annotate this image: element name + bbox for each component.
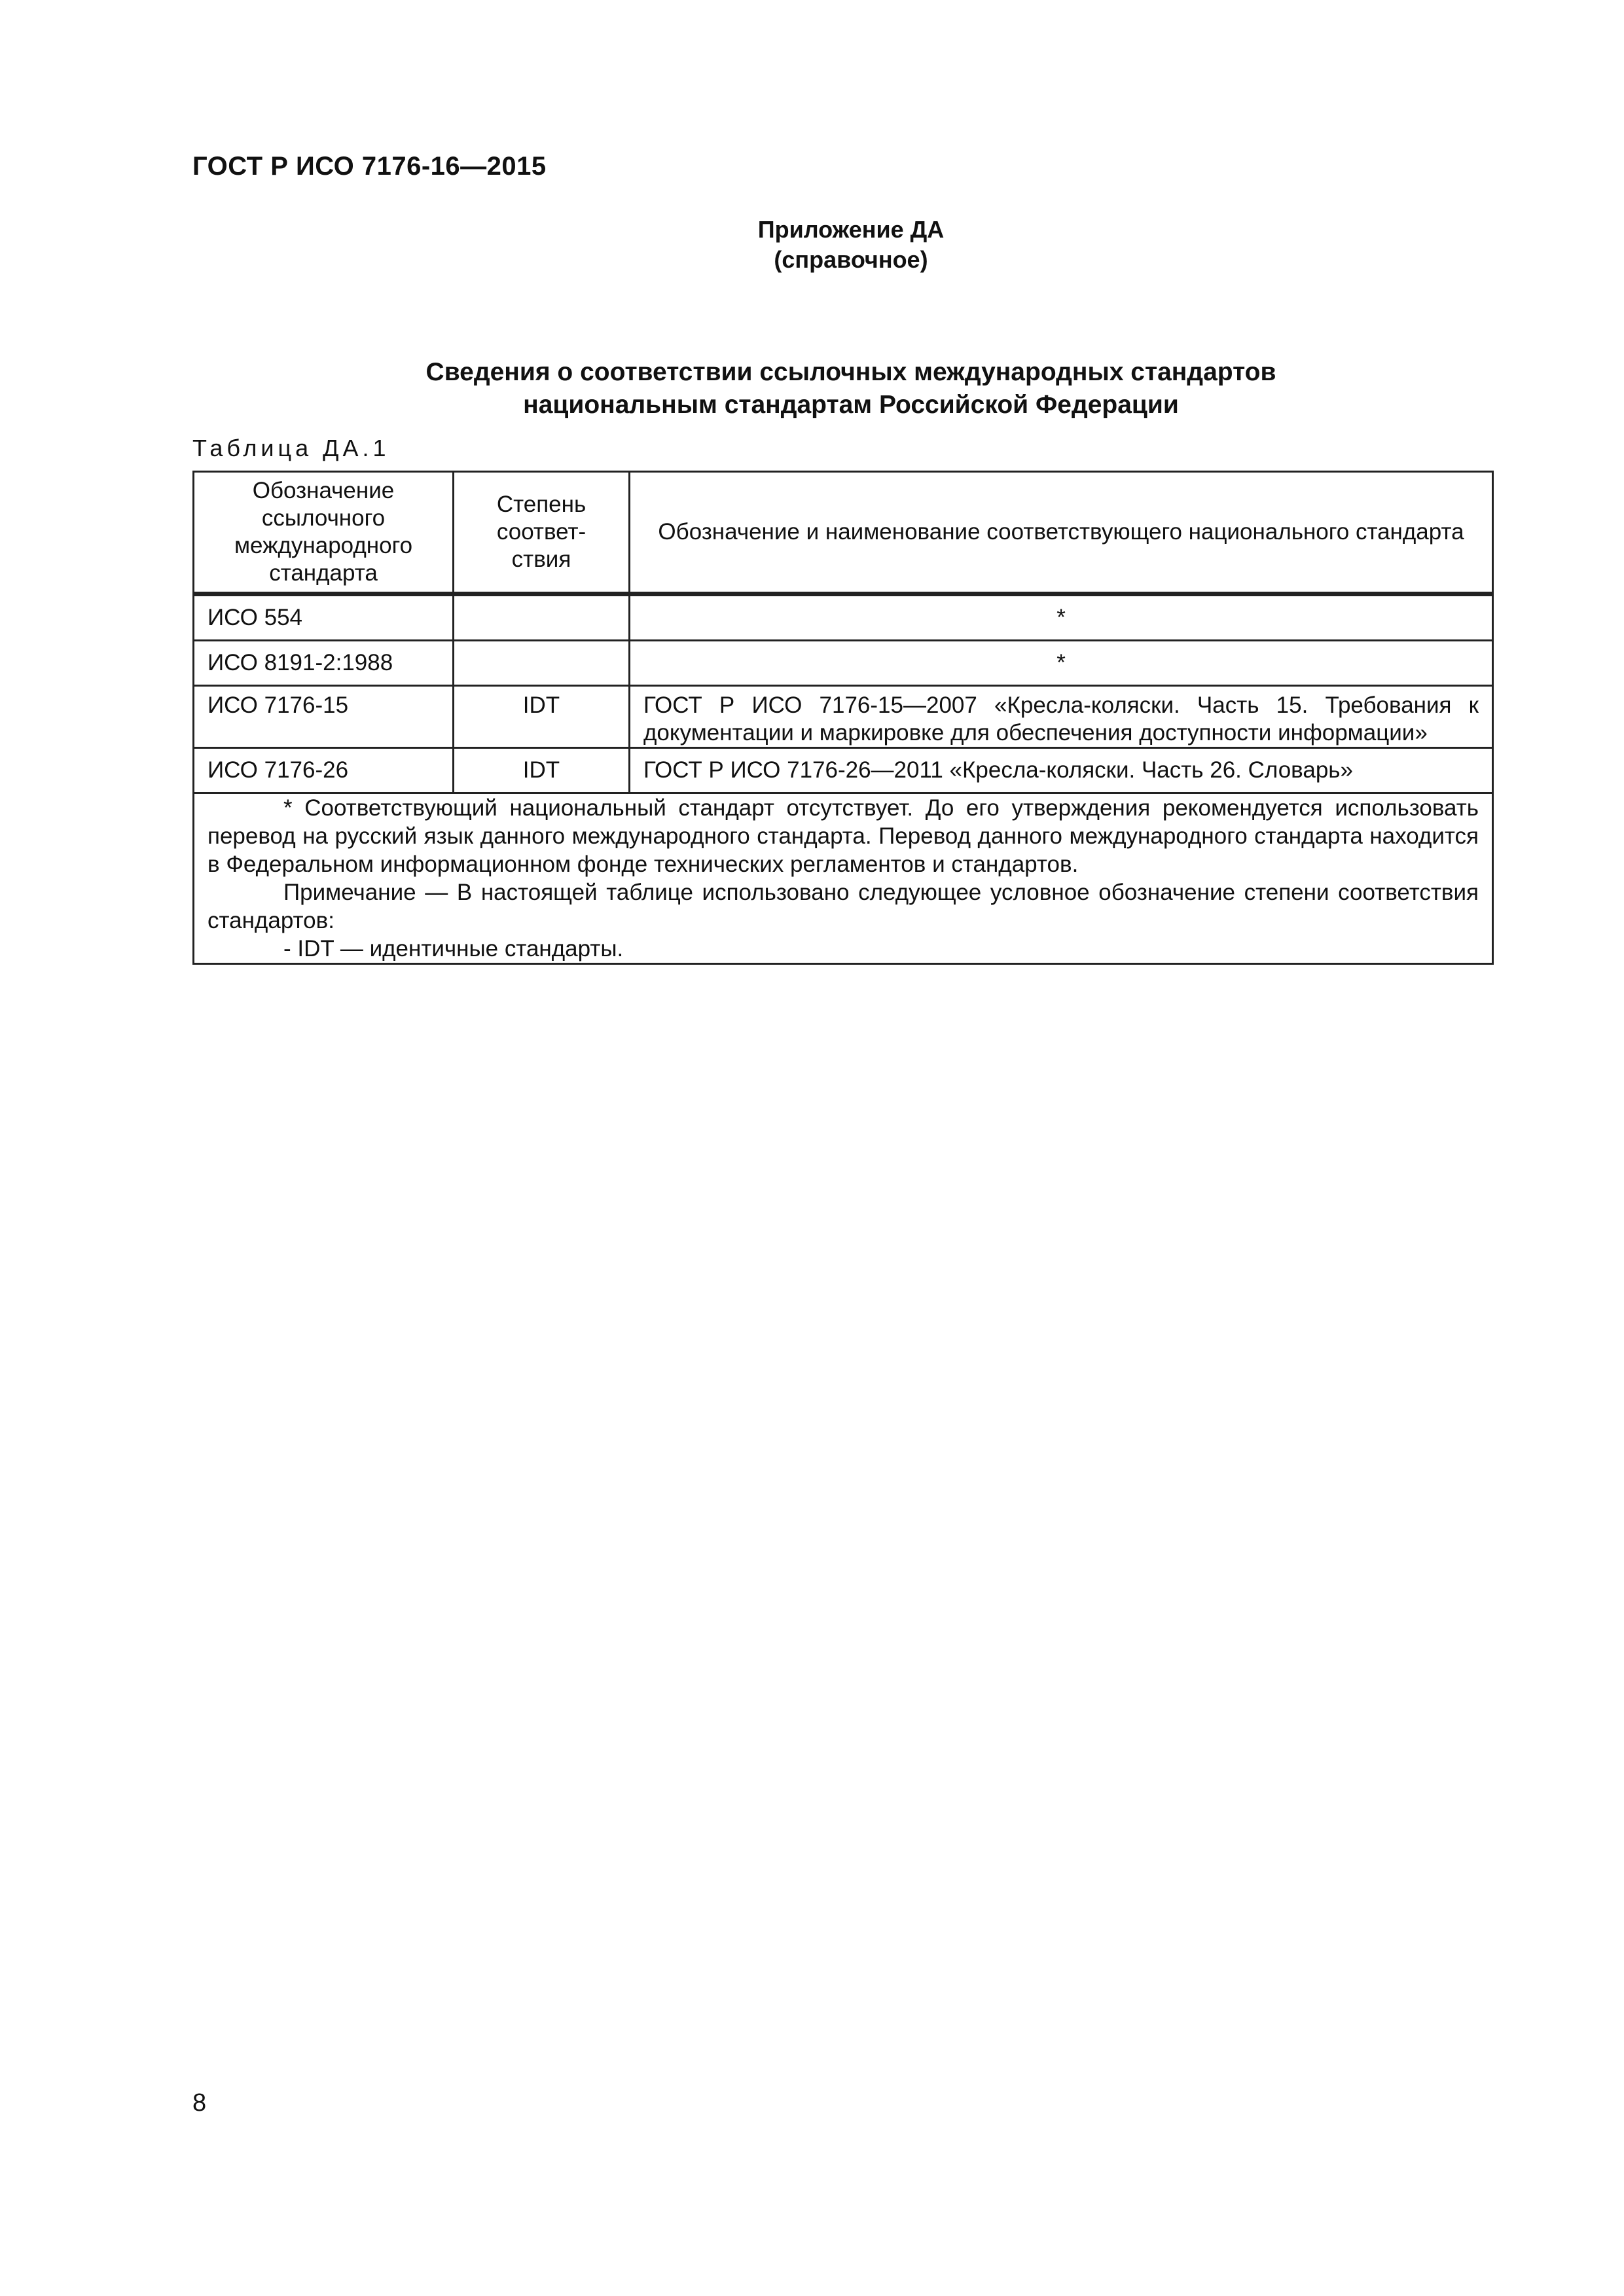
section-title-line-2: национальным стандартам Российской Федерации [523, 391, 1179, 419]
cell-intl-standard: ИСО 7176-26 [194, 748, 454, 793]
appendix-subtitle: (справочное) [774, 246, 928, 273]
cell-national-standard: ГОСТ Р ИСО 7176-26—2011 «Кресла-коляски. Часть 26. Словарь» [630, 748, 1493, 793]
page-number: 8 [192, 2089, 207, 2117]
header-intl-standard: Обозначение ссылочного международного стандарта [194, 472, 454, 594]
cell-intl-standard: ИСО 8191-2:1988 [194, 641, 454, 686]
section-title [262, 356, 1440, 422]
cell-degree [454, 641, 630, 686]
document-code-header: ГОСТ Р ИСО 7176-16—2015 [192, 152, 547, 181]
header-national-standard: Обозначение и наименование соответствующего национального стандарта [630, 472, 1493, 594]
table-row [194, 594, 1493, 641]
table-note: Примечание — В настоящей таблице использовано следующее условное обозначение степени соответствия стандартов: [208, 880, 1479, 933]
table-notes-cell [194, 793, 1493, 964]
appendix-heading [655, 215, 1047, 275]
cell-degree: IDT [454, 748, 630, 793]
table-row [194, 748, 1493, 793]
standards-correspondence-table [192, 471, 1494, 965]
cell-intl-standard: ИСО 554 [194, 594, 454, 641]
table-label: Таблица ДА.1 [192, 435, 390, 461]
cell-national-standard: ГОСТ Р ИСО 7176-15—2007 «Кресла-коляски. Часть 15. Требования к документации и маркировке для обеспечения доступности информации» [630, 686, 1493, 748]
table-notes-row [194, 793, 1493, 964]
table-note-item: - IDT — идентичные стандарты. [283, 936, 624, 961]
cell-degree: IDT [454, 686, 630, 748]
table-header-row [194, 472, 1493, 594]
table-footnote: * Соответствующий национальный стандарт отсутствует. До его утверждения рекомендуется использовать перевод на русский язык данного международного стандарта. Перевод данного международного стандарта находится в Федеральном информационном фонде технических регламентов и стандартов. [208, 795, 1479, 877]
header-degree: Степень соответ-ствия [454, 472, 630, 594]
cell-degree [454, 594, 630, 641]
table-row [194, 686, 1493, 748]
cell-intl-standard: ИСО 7176-15 [194, 686, 454, 748]
cell-national-standard: * [630, 641, 1493, 686]
cell-national-standard: * [630, 594, 1493, 641]
section-title-line-1: Сведения о соответствии ссылочных международных стандартов [425, 358, 1276, 386]
appendix-title: Приложение ДА [757, 216, 945, 243]
table-row [194, 641, 1493, 686]
